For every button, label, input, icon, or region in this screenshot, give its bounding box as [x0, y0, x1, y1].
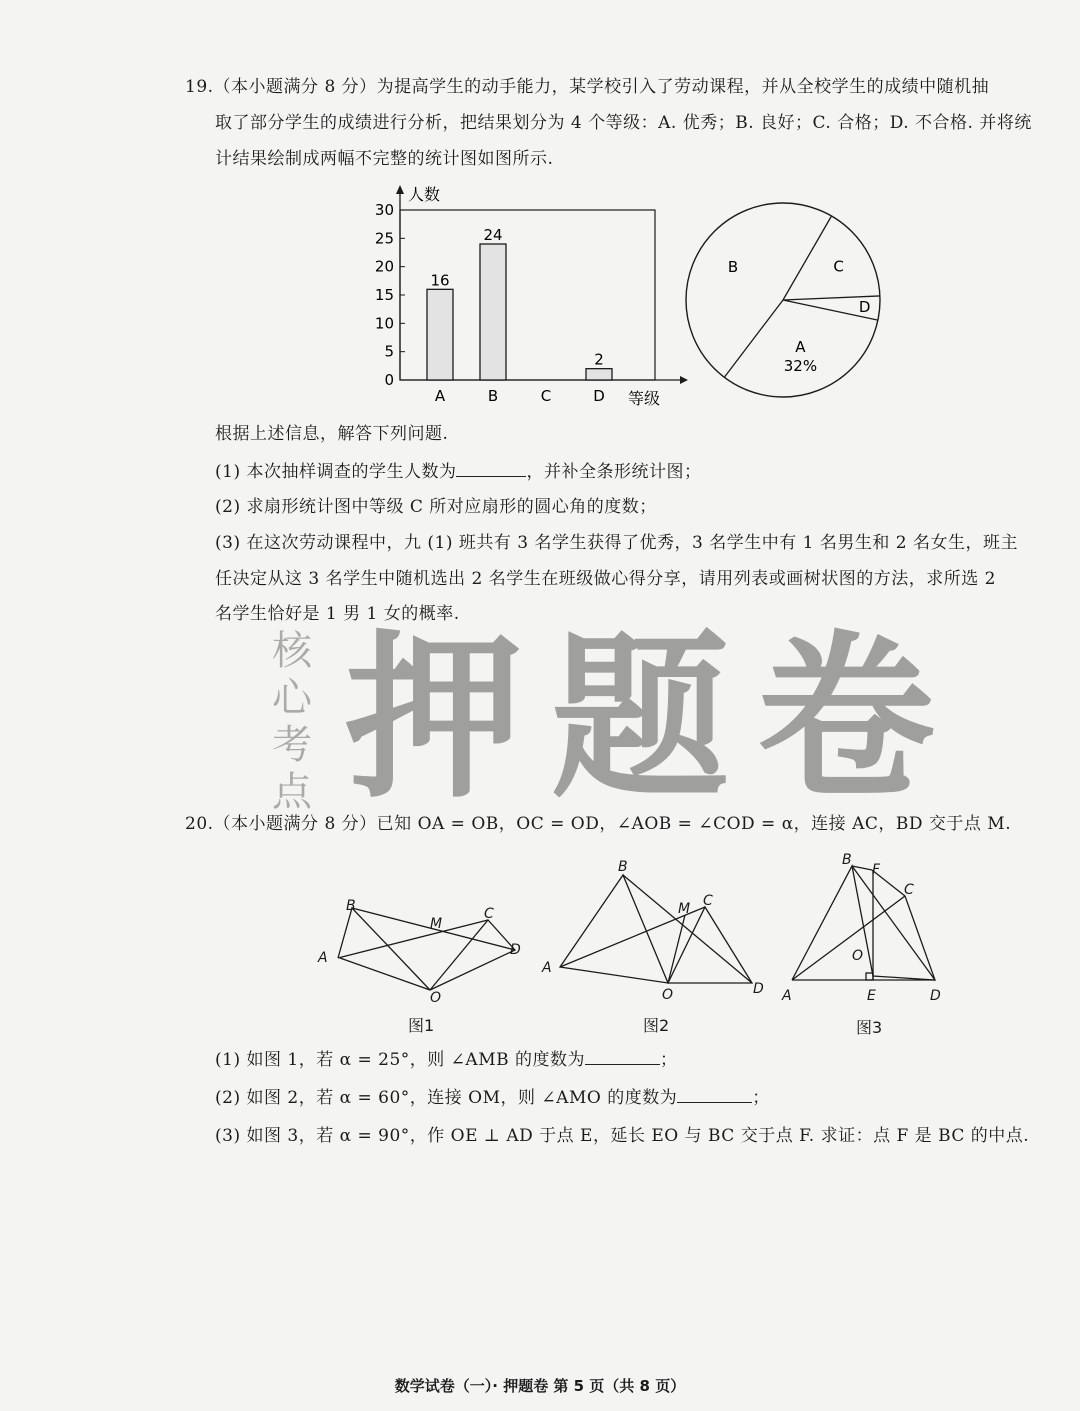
fig3-label-e: E [867, 988, 876, 1004]
q19-line1: 19.（本小题满分 8 分）为提高学生的动手能力，某学校引入了劳动课程，并从全校学生的成绩中随机抽 [185, 77, 990, 97]
pie-label-a: A [795, 337, 806, 356]
figure-2 [540, 855, 770, 1005]
fig1-label-m: M [430, 916, 443, 932]
pie-label-c: C [833, 257, 844, 276]
figure-1 [310, 890, 540, 1010]
q20-part1 [215, 1048, 678, 1072]
pie-label-b: B [727, 257, 739, 276]
pie-label-d: D [858, 297, 871, 316]
bar-data-label: 24 [483, 226, 503, 244]
q20-part1-text-a: (1) 如图 1，若 α = 25°，则 ∠AMB 的度数为 [215, 1050, 585, 1070]
q19-line2: 取了部分学生的成绩进行分析，把结果划分为 4 个等级：A. 优秀；B. 良好；C. 合格；D. 不合格. 并将统 [215, 113, 1032, 133]
fig2-label-d: D [753, 981, 764, 997]
page-footer: 数学试卷（一）· 押题卷 第 5 页（共 8 页） [394, 1377, 686, 1395]
fig3-label-f: F [872, 862, 881, 878]
fig1-label-d: D [510, 942, 521, 958]
fig3-label-c: C [904, 882, 914, 898]
fig2-caption: 图2 [643, 1016, 670, 1035]
q19-intro: 根据上述信息，解答下列问题. [215, 424, 449, 444]
bar-chart [360, 180, 690, 410]
answer-blank[interactable] [456, 460, 526, 477]
x-axis-label: 等级 [628, 389, 661, 408]
y-tick-label: 0 [384, 371, 394, 389]
y-tick-label: 5 [384, 342, 394, 361]
fig1-label-b: B [346, 898, 356, 914]
bar-data-label: 2 [594, 350, 604, 369]
fig3-label-d: D [930, 988, 941, 1004]
y-tick-label: 25 [374, 229, 394, 248]
figure-3 [780, 848, 955, 1008]
pie-radius [724, 300, 783, 377]
q19-part1-text-a: (1) 本次抽样调查的学生人数为 [215, 462, 457, 482]
pie-chart [678, 195, 888, 405]
q20-stem: 20.（本小题满分 8 分）已知 OA = OB，OC = OD，∠AOB = ∠COD = α，连接 AC，BD 交于点 M. [185, 814, 1012, 834]
bar-b [480, 244, 506, 380]
q20-part2 [215, 1086, 770, 1110]
y-tick-label: 30 [374, 201, 394, 219]
q20-part1-text-b: ； [660, 1050, 678, 1070]
y-tick-label: 20 [374, 257, 394, 276]
fig1-caption: 图1 [408, 1016, 435, 1035]
fig3-label-b: B [842, 852, 852, 868]
fig1-label-c: C [484, 906, 494, 922]
fig3-caption: 图3 [856, 1018, 883, 1037]
q19-line3: 计结果绘制成两幅不完整的统计图如图所示. [215, 149, 554, 169]
bar-d [586, 369, 612, 380]
q19-part3-line3: 名学生恰好是 1 男 1 女的概率. [215, 604, 460, 624]
q19-part3-line2: 任决定从这 3 名学生中随机选出 2 名学生在班级做心得分享，请用列表或画树状图的方法，求所选 2 [215, 569, 996, 589]
q19-part1 [215, 460, 701, 484]
y-tick-label: 10 [374, 314, 394, 333]
x-tick-label: C [540, 387, 552, 405]
x-tick-label: A [434, 387, 446, 405]
q20-part2-text-a: (2) 如图 2，若 α = 60°，连接 OM，则 ∠AMO 的度数为 [215, 1088, 678, 1108]
q20-part2-text-b: ； [752, 1088, 770, 1108]
q19-part1-text-b: ，并补全条形统计图； [526, 462, 702, 482]
pie-data-label: 32% [783, 356, 818, 375]
fig3-label-o: O [852, 948, 864, 964]
y-tick-label: 15 [374, 286, 394, 304]
x-tick-label: D [593, 387, 605, 405]
fig2-label-b: B [618, 859, 628, 875]
pie-radius [783, 216, 832, 300]
watermark-side: 核心考点 [272, 628, 312, 815]
q19-part3-line1: (3) 在这次劳动课程中，九 (1) 班共有 3 名学生获得了优秀，3 名学生中有 1 名男生和 2 名女生，班主 [215, 533, 1018, 553]
watermark-main: 押题卷 [345, 615, 963, 822]
answer-blank[interactable] [677, 1086, 752, 1103]
bar-a [427, 289, 453, 380]
fig2-label-o: O [662, 987, 674, 1003]
fig2-label-m: M [678, 901, 691, 917]
y-axis-arrow [396, 185, 404, 194]
y-axis-label: 人数 [408, 185, 441, 204]
fig2-label-c: C [703, 893, 713, 909]
x-tick-label: B [487, 387, 499, 405]
bar-data-label: 16 [430, 271, 450, 290]
fig3-label-a: A [782, 988, 792, 1004]
fig1-label-o: O [430, 990, 442, 1006]
fig1-label-a: A [318, 950, 328, 966]
q19-part2: (2) 求扇形统计图中等级 C 所对应扇形的圆心角的度数； [215, 497, 657, 517]
q20-part3: (3) 如图 3，若 α = 90°，作 OE ⊥ AD 于点 E，延长 EO 与 BC 交于点 F. 求证：点 F 是 BC 的中点. [215, 1126, 1030, 1146]
fig2-label-a: A [542, 960, 552, 976]
answer-blank[interactable] [585, 1048, 660, 1065]
